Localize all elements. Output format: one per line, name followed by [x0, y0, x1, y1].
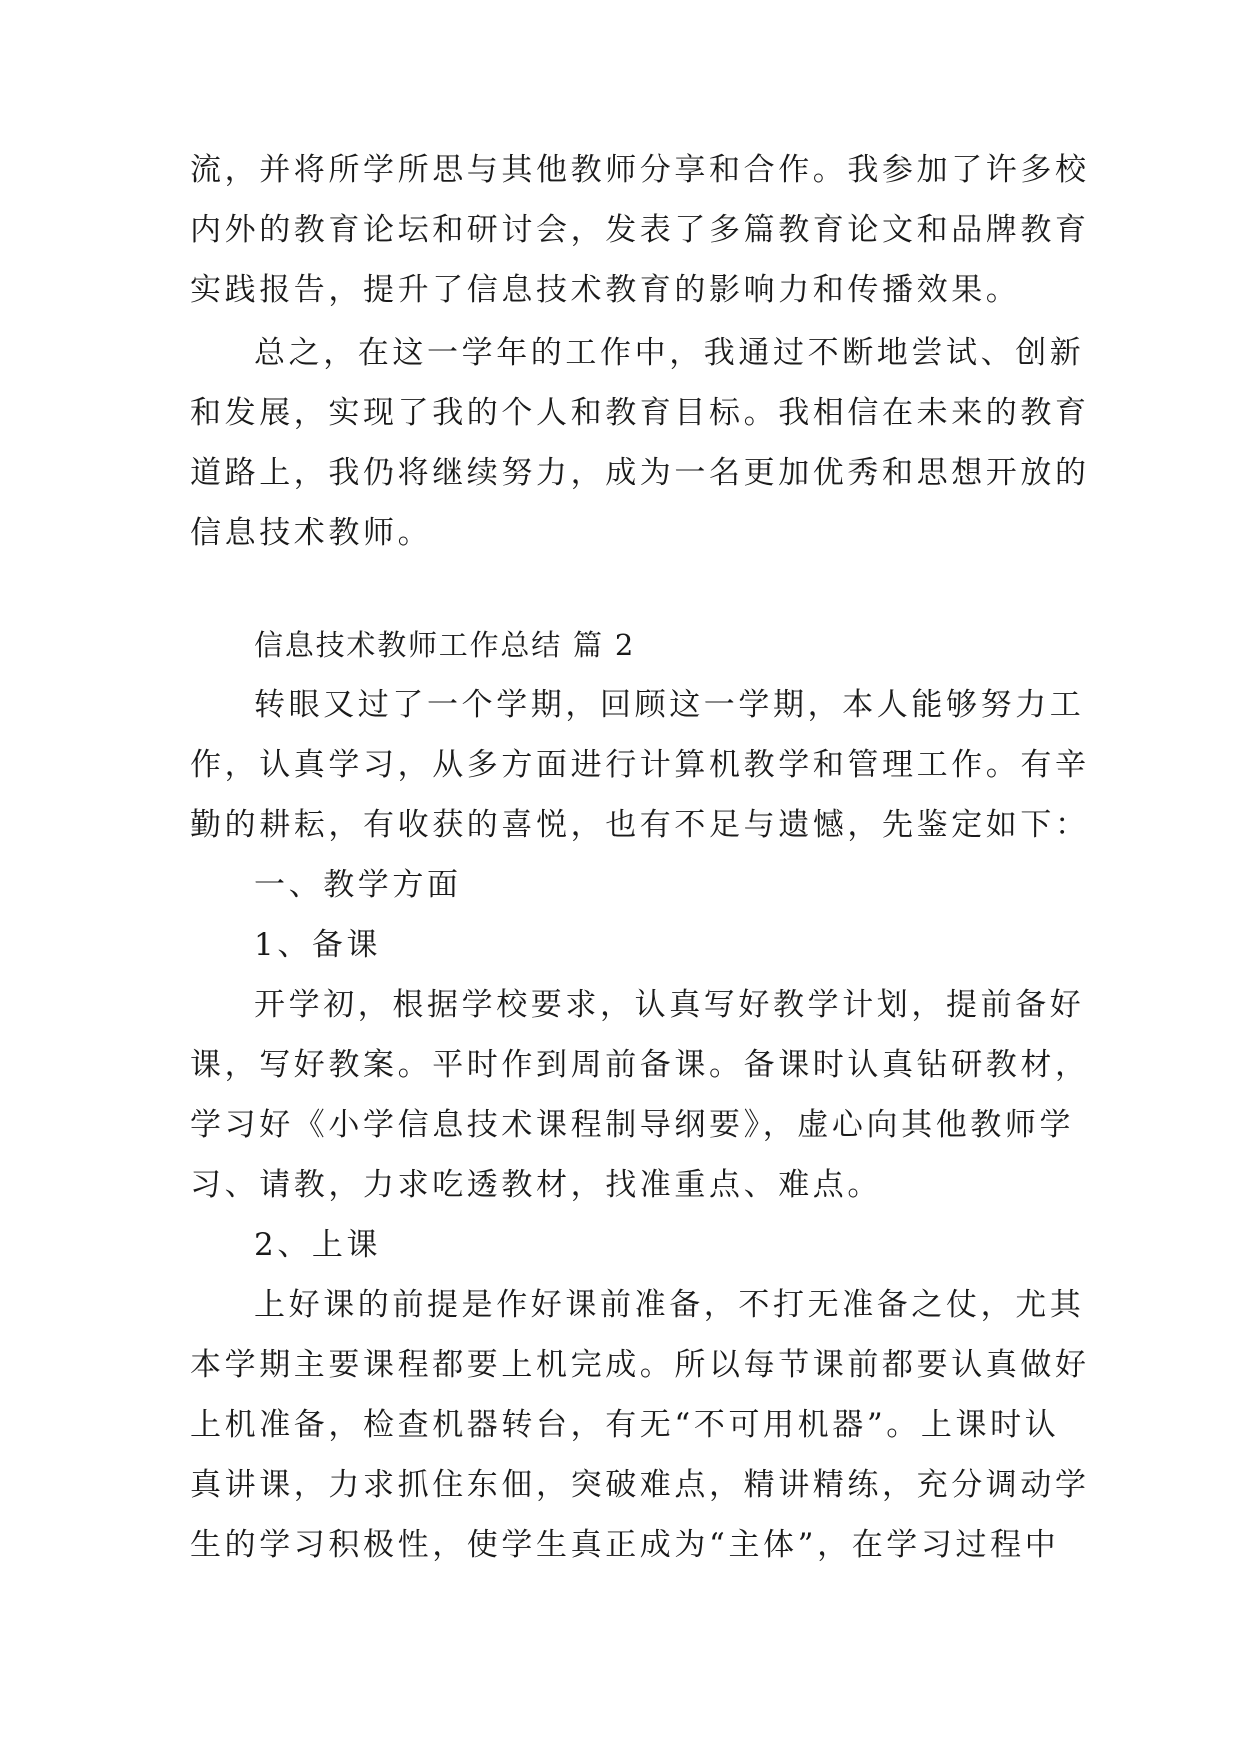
heading-teaching: 一、教学方面 [254, 867, 462, 903]
text-line: 转眼又过了一个学期，回顾这一学期，本人能够努力工 [254, 687, 1085, 723]
text-line: 上机准备，检查机器转台，有无“不可用机器”。上课时认 [190, 1407, 1060, 1443]
text-line: 实践报告，提升了信息技术教育的影响力和传播效果。 [190, 272, 1021, 308]
section-title: 信息技术教师工作总结 篇 2 [254, 628, 636, 662]
text-line: 总之，在这一学年的工作中，我通过不断地尝试、创新 [254, 335, 1085, 371]
text-line: 习、请教，力求吃透教材，找准重点、难点。 [190, 1167, 882, 1203]
heading-class: 2、上课 [254, 1227, 382, 1263]
text-line: 道路上，我仍将继续努力，成为一名更加优秀和思想开放的 [190, 455, 1090, 491]
text-line: 真讲课，力求抓住东佃，突破难点，精讲精练，充分调动学 [190, 1467, 1090, 1503]
text-line: 生的学习积极性，使学生真正成为“主体”，在学习过程中 [190, 1527, 1060, 1563]
text-line: 和发展，实现了我的个人和教育目标。我相信在未来的教育 [190, 395, 1090, 431]
text-line: 流，并将所学所思与其他教师分享和合作。我参加了许多校 [190, 152, 1090, 188]
text-line: 内外的教育论坛和研讨会，发表了多篇教育论文和品牌教育 [190, 212, 1090, 248]
text-line: 勤的耕耘，有收获的喜悦，也有不足与遗憾，先鉴定如下： [190, 807, 1090, 843]
text-line: 学习好《小学信息技术课程制导纲要》，虚心向其他教师学 [190, 1107, 1075, 1143]
heading-lesson-prep: 1、备课 [254, 927, 382, 963]
text-line: 课，写好教案。平时作到周前备课。备课时认真钻研教材， [190, 1047, 1090, 1083]
text-line: 本学期主要课程都要上机完成。所以每节课前都要认真做好 [190, 1347, 1090, 1383]
text-line: 信息技术教师。 [190, 515, 433, 551]
text-line: 上好课的前提是作好课前准备，不打无准备之仗，尤其 [254, 1287, 1085, 1323]
text-line: 作，认真学习，从多方面进行计算机教学和管理工作。有辛 [190, 747, 1090, 783]
text-line: 开学初，根据学校要求，认真写好教学计划，提前备好 [254, 987, 1085, 1023]
